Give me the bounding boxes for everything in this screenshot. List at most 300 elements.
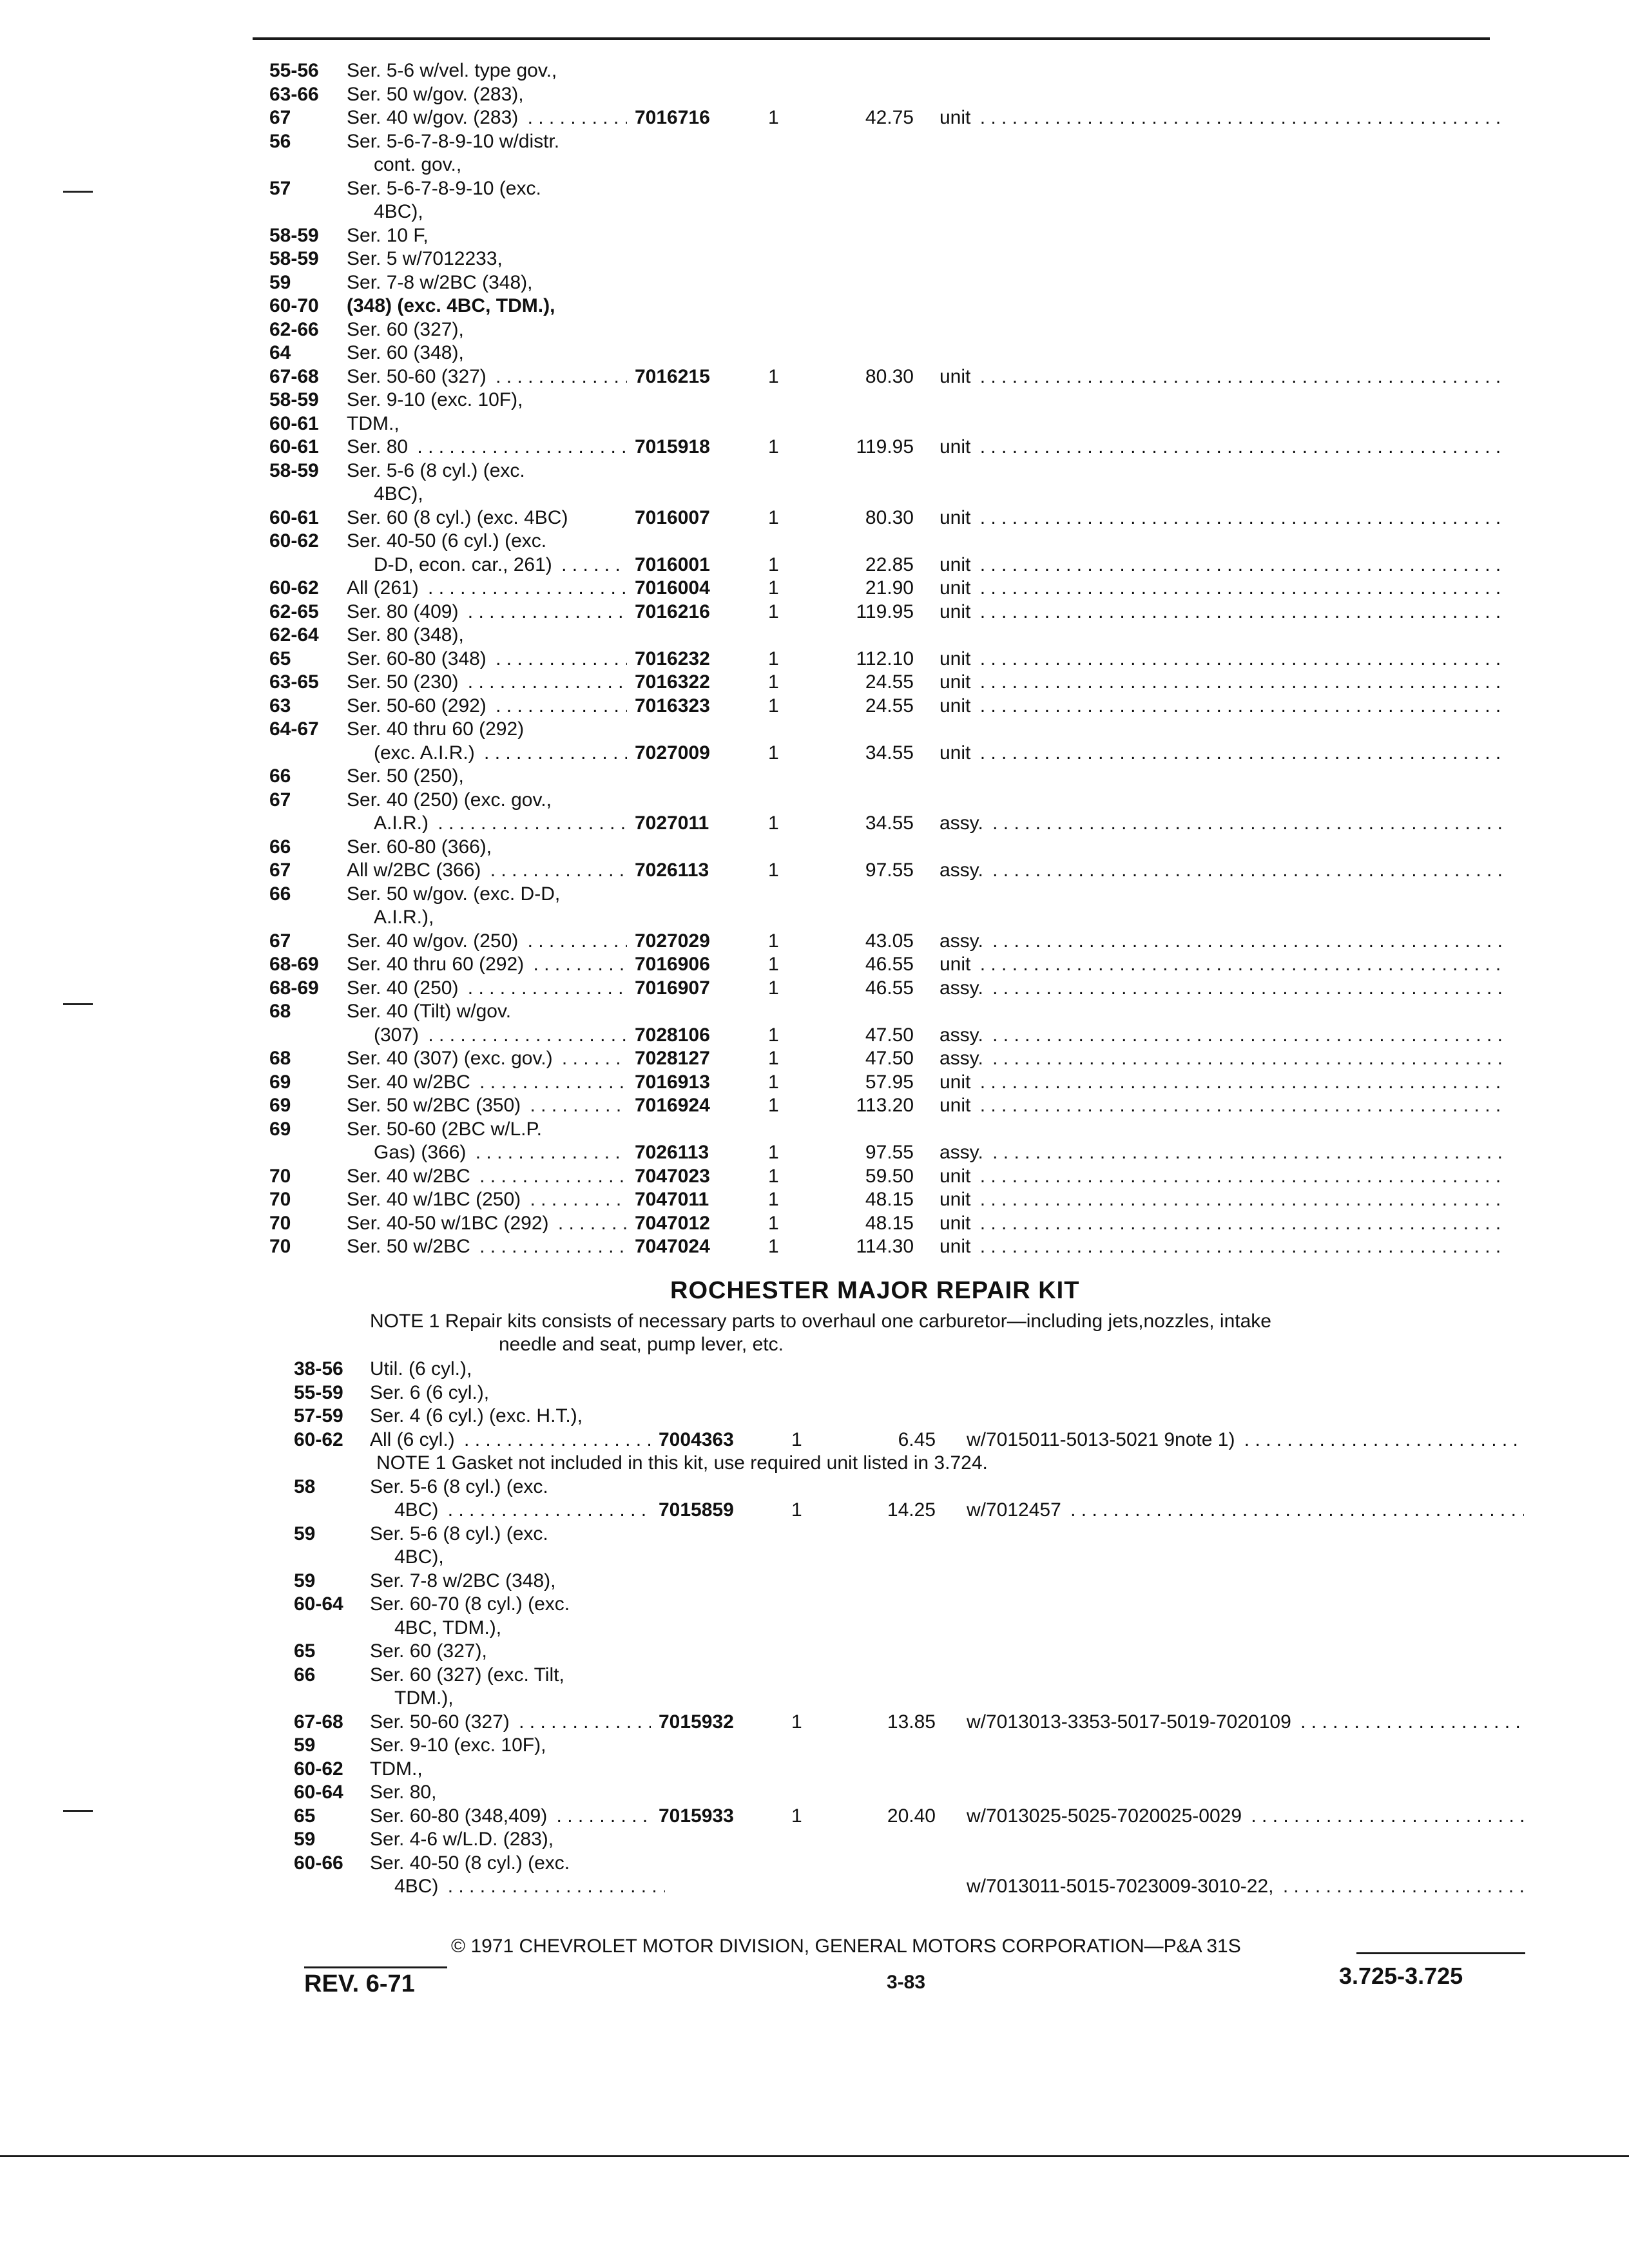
description-text: All w/2BC (366) bbox=[347, 860, 481, 881]
list-price: 13.85 bbox=[887, 1711, 936, 1733]
model-year: 59 bbox=[269, 271, 291, 293]
description-text: Ser. 80 (409) bbox=[347, 601, 459, 622]
list-price: 34.55 bbox=[865, 742, 914, 764]
list-price: 6.45 bbox=[898, 1428, 936, 1450]
model-year: 60-61 bbox=[269, 412, 319, 434]
application-description bbox=[370, 1781, 440, 1805]
application-description bbox=[347, 883, 564, 907]
list-item bbox=[0, 977, 1629, 1001]
list-item bbox=[0, 601, 1629, 624]
part-number: 7016906 bbox=[635, 954, 710, 975]
application-description bbox=[394, 1875, 665, 1899]
list-item bbox=[0, 389, 1629, 412]
list-price: 47.50 bbox=[865, 1024, 914, 1046]
unit-type bbox=[940, 506, 1501, 530]
model-year: 59 bbox=[294, 1735, 316, 1756]
description-text: Ser. 50 w/2BC bbox=[347, 1236, 470, 1257]
list-item bbox=[0, 271, 1629, 295]
model-year: 60-62 bbox=[294, 1428, 343, 1450]
list-item bbox=[0, 859, 1629, 883]
list-item bbox=[0, 1828, 1629, 1852]
model-year: 58-59 bbox=[269, 459, 319, 481]
unit-text: assy. bbox=[940, 977, 983, 999]
model-year: 60-62 bbox=[269, 530, 319, 552]
description-text: Ser. 9-10 (exc. 10F), bbox=[370, 1735, 546, 1756]
quantity: 1 bbox=[768, 648, 779, 669]
unit-type bbox=[940, 930, 1501, 954]
application-description bbox=[347, 83, 528, 107]
unit-text: unit bbox=[940, 577, 971, 599]
part-number: 7015932 bbox=[659, 1711, 734, 1733]
description-text: Ser. 50-60 (327) bbox=[347, 365, 487, 387]
list-item bbox=[0, 1381, 1629, 1405]
application-description bbox=[347, 247, 506, 271]
application-description bbox=[347, 177, 545, 201]
list-item bbox=[0, 671, 1629, 695]
application-description bbox=[370, 1828, 557, 1852]
list-price: 47.50 bbox=[865, 1048, 914, 1069]
unit-text: unit bbox=[940, 107, 971, 128]
unit-type bbox=[967, 1805, 1524, 1829]
description-text: Ser. 9-10 (exc. 10F), bbox=[347, 389, 523, 410]
quantity: 1 bbox=[768, 1165, 779, 1187]
application-description bbox=[347, 365, 627, 389]
application-description bbox=[370, 1475, 552, 1499]
description-text: Ser. 40 w/2BC bbox=[347, 1165, 470, 1187]
unit-type bbox=[967, 1499, 1524, 1523]
part-number: 7027029 bbox=[635, 930, 710, 952]
unit-text: unit bbox=[940, 1189, 971, 1210]
description-text: Ser. 5-6 w/vel. type gov., bbox=[347, 60, 557, 81]
unit-text: unit bbox=[940, 1071, 971, 1093]
list-item bbox=[0, 930, 1629, 954]
model-year: 67-68 bbox=[294, 1711, 343, 1733]
quantity: 1 bbox=[768, 930, 779, 952]
unit-type bbox=[940, 1047, 1501, 1071]
part-number: 7016216 bbox=[635, 601, 710, 622]
part-number: 7016215 bbox=[635, 365, 710, 387]
application-description bbox=[347, 389, 526, 412]
unit-text: w/7013025-5025-7020025-0029 bbox=[967, 1805, 1242, 1827]
description-text: Ser. 80 (348), bbox=[347, 624, 464, 646]
list-item bbox=[0, 1047, 1629, 1071]
application-description bbox=[347, 1118, 546, 1142]
application-description bbox=[374, 1024, 627, 1048]
unit-type bbox=[940, 1024, 1501, 1048]
description-text: Ser. 7-8 w/2BC (348), bbox=[347, 271, 533, 293]
application-description bbox=[347, 1165, 627, 1189]
application-description bbox=[347, 624, 468, 648]
quantity: 1 bbox=[768, 365, 779, 387]
unit-text: unit bbox=[940, 1165, 971, 1187]
part-number: 7016004 bbox=[635, 577, 710, 599]
description-text: Ser. 60-80 (366), bbox=[347, 836, 492, 858]
application-description bbox=[374, 742, 627, 765]
unit-type bbox=[940, 1071, 1501, 1095]
quantity: 1 bbox=[768, 1142, 779, 1163]
description-text: Ser. 7-8 w/2BC (348), bbox=[370, 1570, 556, 1591]
description-text: Ser. 50 w/gov. (283), bbox=[347, 83, 524, 105]
list-price: 57.95 bbox=[865, 1071, 914, 1093]
model-year: 60-61 bbox=[269, 436, 319, 457]
list-item bbox=[0, 106, 1629, 130]
list-item bbox=[0, 247, 1629, 271]
application-description bbox=[347, 436, 627, 459]
part-number: 7016924 bbox=[635, 1095, 710, 1116]
list-price: 97.55 bbox=[865, 860, 914, 881]
list-price: 42.75 bbox=[865, 107, 914, 128]
quantity: 1 bbox=[791, 1805, 802, 1827]
model-year: 57 bbox=[269, 177, 291, 199]
description-text: TDM., bbox=[370, 1758, 423, 1780]
list-price: 119.95 bbox=[856, 601, 914, 622]
model-year: 60-66 bbox=[294, 1852, 343, 1874]
list-price: 21.90 bbox=[865, 577, 914, 599]
quantity: 1 bbox=[768, 601, 779, 622]
unit-text: unit bbox=[940, 954, 971, 975]
description-text: Ser. 80 bbox=[347, 436, 409, 457]
part-number: 7015859 bbox=[659, 1499, 734, 1521]
unit-type bbox=[940, 106, 1501, 130]
quantity: 1 bbox=[768, 1071, 779, 1093]
application-description bbox=[347, 671, 627, 695]
model-year: 66 bbox=[294, 1664, 316, 1686]
application-description bbox=[347, 412, 403, 436]
list-item bbox=[0, 1805, 1629, 1829]
list-item bbox=[0, 294, 1629, 318]
model-year: 58-59 bbox=[269, 224, 319, 246]
unit-text: unit bbox=[940, 695, 971, 716]
quantity: 1 bbox=[768, 742, 779, 764]
part-number: 7047012 bbox=[635, 1212, 710, 1234]
description-text: Ser. 40-50 (6 cyl.) (exc. bbox=[347, 530, 547, 552]
part-number: 7016716 bbox=[635, 107, 710, 128]
application-description bbox=[370, 1523, 552, 1546]
footer-revision: REV. 6-71 bbox=[304, 1970, 415, 1997]
list-item bbox=[0, 1024, 1629, 1048]
model-year: 55-56 bbox=[269, 60, 319, 81]
repair-kit-note: NOTE 1 Repair kits consists of necessary parts to overhaul one carburetor—including jets,nozzles, intake bbox=[370, 1311, 1271, 1332]
parts-list-repair-kit bbox=[0, 1358, 1629, 1899]
list-item bbox=[0, 1000, 1629, 1024]
unit-type bbox=[940, 812, 1501, 836]
application-description bbox=[370, 1758, 427, 1782]
list-item bbox=[0, 553, 1629, 577]
list-item bbox=[0, 1428, 1629, 1452]
list-price: 48.15 bbox=[865, 1212, 914, 1234]
model-year: 63 bbox=[269, 695, 291, 716]
list-price: 43.05 bbox=[865, 930, 914, 952]
application-description bbox=[347, 130, 563, 154]
list-price: 20.40 bbox=[887, 1805, 936, 1827]
list-item bbox=[0, 836, 1629, 860]
application-description bbox=[370, 1640, 491, 1664]
list-item bbox=[0, 1475, 1629, 1499]
list-price: 80.30 bbox=[865, 506, 914, 528]
list-item bbox=[0, 506, 1629, 530]
list-price: 24.55 bbox=[865, 671, 914, 693]
description-text: Ser. 40 (250) (exc. gov., bbox=[347, 789, 552, 811]
model-year: 62-66 bbox=[269, 318, 319, 340]
unit-text: assy. bbox=[940, 812, 983, 834]
description-text: Ser. 40 thru 60 (292) bbox=[347, 954, 525, 975]
application-description bbox=[347, 59, 561, 83]
model-year: 59 bbox=[294, 1829, 316, 1850]
list-item bbox=[0, 1617, 1629, 1640]
application-description bbox=[347, 1212, 627, 1236]
description-text: cont. gov., bbox=[374, 154, 462, 175]
unit-text: unit bbox=[940, 506, 971, 528]
list-price: 59.50 bbox=[865, 1165, 914, 1187]
model-year: 59 bbox=[294, 1570, 316, 1591]
list-item bbox=[0, 459, 1629, 483]
quantity: 1 bbox=[768, 1095, 779, 1116]
model-year: 67 bbox=[269, 789, 291, 811]
application-description bbox=[394, 1499, 651, 1523]
part-number: 7047011 bbox=[635, 1189, 709, 1210]
description-text: 4BC) bbox=[394, 1876, 439, 1897]
description-text: Ser. 50-60 (2BC w/L.P. bbox=[347, 1118, 542, 1140]
model-year: 63-65 bbox=[269, 671, 319, 693]
list-item bbox=[0, 1711, 1629, 1735]
unit-text: assy. bbox=[940, 1142, 983, 1163]
description-text: TDM.), bbox=[394, 1687, 454, 1709]
list-item bbox=[0, 742, 1629, 765]
list-item bbox=[0, 153, 1629, 177]
model-year: 57-59 bbox=[294, 1405, 343, 1427]
application-description bbox=[370, 1664, 568, 1687]
unit-text: assy. bbox=[940, 930, 983, 952]
parts-list-upper bbox=[0, 59, 1629, 1259]
description-text: Ser. 60-80 (348) bbox=[347, 648, 487, 669]
footer-copyright: © 1971 CHEVROLET MOTOR DIVISION, GENERAL MOTORS CORPORATION—P&A 31S bbox=[451, 1936, 1241, 1957]
description-text: (348) (exc. 4BC, TDM.), bbox=[347, 295, 555, 316]
description-text: Ser. 40 thru 60 (292) bbox=[347, 718, 525, 740]
model-year: 64-67 bbox=[269, 718, 319, 740]
application-description bbox=[370, 1852, 574, 1876]
model-year: 68-69 bbox=[269, 954, 319, 975]
description-text: Ser. 5-6 (8 cyl.) (exc. bbox=[370, 1475, 548, 1497]
quantity: 1 bbox=[791, 1428, 802, 1450]
description-text: Ser. 40 (250) bbox=[347, 977, 459, 999]
model-year: 55-59 bbox=[294, 1381, 343, 1403]
description-text: 4BC), bbox=[394, 1546, 444, 1568]
model-year: 67 bbox=[269, 107, 291, 128]
description-text: Ser. 40 (Tilt) w/gov. bbox=[347, 1001, 512, 1022]
unit-text: unit bbox=[940, 436, 971, 457]
unit-type bbox=[940, 436, 1501, 459]
description-text: Ser. 60-70 (8 cyl.) (exc. bbox=[370, 1593, 570, 1615]
model-year: 62-65 bbox=[269, 601, 319, 622]
unit-type bbox=[940, 1094, 1501, 1118]
unit-text: w/7015011-5013-5021 9note 1) bbox=[967, 1428, 1235, 1450]
list-item bbox=[0, 1499, 1629, 1523]
list-item bbox=[0, 412, 1629, 436]
list-item bbox=[0, 765, 1629, 789]
list-item bbox=[0, 1094, 1629, 1118]
model-year: 70 bbox=[269, 1189, 291, 1210]
application-description bbox=[347, 765, 468, 789]
application-description bbox=[347, 459, 529, 483]
list-item bbox=[0, 1358, 1629, 1381]
model-year: 66 bbox=[269, 836, 291, 858]
application-description bbox=[347, 1188, 627, 1212]
description-text: Ser. 60 (327), bbox=[370, 1640, 487, 1662]
model-year: 60-62 bbox=[269, 577, 319, 599]
description-text: Ser. 5-6-7-8-9-10 w/distr. bbox=[347, 130, 560, 152]
unit-type bbox=[940, 671, 1501, 695]
application-description bbox=[374, 483, 427, 506]
quantity: 1 bbox=[768, 977, 779, 999]
application-description bbox=[347, 648, 627, 671]
application-description bbox=[374, 153, 465, 177]
description-text: Ser. 50 w/gov. (exc. D-D, bbox=[347, 883, 561, 905]
quantity: 1 bbox=[768, 954, 779, 975]
quantity: 1 bbox=[768, 553, 779, 575]
model-year: 58 bbox=[294, 1475, 316, 1497]
part-number: 7016913 bbox=[635, 1071, 710, 1093]
list-item bbox=[0, 1071, 1629, 1095]
description-text: Ser. 50 (250), bbox=[347, 765, 464, 787]
list-item bbox=[0, 1781, 1629, 1805]
part-number: 7016907 bbox=[635, 977, 710, 999]
list-item bbox=[0, 436, 1629, 459]
application-description bbox=[347, 1071, 627, 1095]
application-description bbox=[347, 530, 550, 553]
description-text: A.I.R.) bbox=[374, 812, 429, 834]
list-price: 14.25 bbox=[887, 1499, 936, 1521]
application-description bbox=[370, 1734, 550, 1758]
application-description bbox=[347, 977, 627, 1001]
application-description bbox=[347, 224, 432, 248]
quantity: 1 bbox=[768, 436, 779, 457]
application-description bbox=[347, 718, 528, 742]
model-year: 59 bbox=[294, 1523, 316, 1544]
quantity: 1 bbox=[768, 1024, 779, 1046]
description-text: Ser. 50 (230) bbox=[347, 671, 459, 693]
model-year: 60-70 bbox=[269, 295, 319, 316]
model-year: 63-66 bbox=[269, 83, 319, 105]
part-number: 7047024 bbox=[635, 1236, 710, 1257]
application-description bbox=[370, 1593, 574, 1617]
application-description bbox=[347, 106, 627, 130]
top-rule bbox=[253, 37, 1490, 40]
description-text: Ser. 5 w/7012233, bbox=[347, 248, 503, 269]
list-item bbox=[0, 224, 1629, 248]
application-description bbox=[347, 859, 627, 883]
list-price: 46.55 bbox=[865, 954, 914, 975]
list-item bbox=[0, 577, 1629, 601]
model-year: 58-59 bbox=[269, 389, 319, 410]
unit-type bbox=[940, 648, 1501, 671]
description-text: Ser. 40 (307) (exc. gov.) bbox=[347, 1048, 553, 1069]
unit-type bbox=[940, 1212, 1501, 1236]
description-text: Ser. 4-6 w/L.D. (283), bbox=[370, 1829, 554, 1850]
application-description bbox=[347, 1047, 627, 1071]
application-description bbox=[347, 318, 468, 342]
unit-text: assy. bbox=[940, 1048, 983, 1069]
unit-type bbox=[940, 1165, 1501, 1189]
list-item bbox=[0, 695, 1629, 718]
quantity: 1 bbox=[768, 695, 779, 716]
description-text: Ser. 40 w/1BC (250) bbox=[347, 1189, 521, 1210]
description-text: Util. (6 cyl.), bbox=[370, 1358, 472, 1379]
part-number: 7016323 bbox=[635, 695, 710, 716]
application-description bbox=[347, 930, 627, 954]
list-item bbox=[0, 1758, 1629, 1782]
list-price: 113.20 bbox=[856, 1095, 914, 1116]
description-text: (307) bbox=[374, 1024, 419, 1046]
unit-type bbox=[940, 859, 1501, 883]
model-year: 62-64 bbox=[269, 624, 319, 646]
description-text: Ser. 60 (348), bbox=[347, 342, 464, 363]
list-price: 48.15 bbox=[865, 1189, 914, 1210]
description-text: 4BC), bbox=[374, 483, 423, 505]
application-description bbox=[370, 1381, 493, 1405]
description-text: Ser. 5-6 (8 cyl.) (exc. bbox=[347, 459, 525, 481]
part-number: 7016322 bbox=[635, 671, 710, 693]
model-year: 69 bbox=[269, 1095, 291, 1116]
repair-kit-note-cont: needle and seat, pump lever, etc. bbox=[499, 1334, 784, 1355]
unit-text: w/7013013-3353-5017-5019-7020109 bbox=[967, 1711, 1291, 1733]
model-year: 68 bbox=[269, 1001, 291, 1022]
unit-type bbox=[940, 577, 1501, 601]
part-number: 7028106 bbox=[635, 1024, 710, 1046]
list-item bbox=[0, 1141, 1629, 1165]
unit-text: unit bbox=[940, 365, 971, 387]
description-text: Ser. 60 (327) (exc. Tilt, bbox=[370, 1664, 564, 1686]
part-number: 7016007 bbox=[635, 506, 710, 528]
application-description bbox=[347, 271, 536, 295]
application-description bbox=[374, 812, 627, 836]
application-description bbox=[370, 1711, 651, 1735]
list-item bbox=[0, 1118, 1629, 1142]
list-price: 24.55 bbox=[865, 695, 914, 716]
unit-type bbox=[967, 1711, 1524, 1735]
footer-right-rule bbox=[1356, 1952, 1525, 1954]
model-year: 67-68 bbox=[269, 365, 319, 387]
application-description bbox=[347, 601, 627, 624]
description-text: Ser. 60-80 (348,409) bbox=[370, 1805, 548, 1827]
quantity: 1 bbox=[768, 506, 779, 528]
application-description bbox=[347, 1000, 515, 1024]
unit-type bbox=[940, 1235, 1501, 1259]
unit-type bbox=[940, 1141, 1501, 1165]
list-item bbox=[0, 200, 1629, 224]
model-year: 65 bbox=[269, 648, 291, 669]
list-item bbox=[0, 1165, 1629, 1189]
list-item bbox=[0, 1593, 1629, 1617]
quantity: 1 bbox=[768, 1189, 779, 1210]
model-year: 60-64 bbox=[294, 1593, 343, 1615]
description-text: Ser. 40 w/gov. (250) bbox=[347, 930, 519, 952]
part-number: 7027011 bbox=[635, 812, 709, 834]
unit-text: unit bbox=[940, 742, 971, 764]
application-description bbox=[347, 577, 627, 601]
unit-type bbox=[940, 365, 1501, 389]
unit-type bbox=[940, 695, 1501, 718]
unit-text: assy. bbox=[940, 1024, 983, 1046]
list-item bbox=[0, 318, 1629, 342]
part-number: 7016001 bbox=[635, 553, 710, 575]
footer-section-ref: 3.725-3.725 bbox=[1339, 1963, 1463, 1989]
application-description bbox=[394, 1617, 505, 1640]
list-item bbox=[0, 1523, 1629, 1546]
description-text: Ser. 10 F, bbox=[347, 224, 429, 246]
quantity: 1 bbox=[768, 577, 779, 599]
list-price: 119.95 bbox=[856, 436, 914, 457]
description-text: NOTE 1 Gasket not included in this kit, use required unit listed in 3.724. bbox=[376, 1452, 988, 1474]
